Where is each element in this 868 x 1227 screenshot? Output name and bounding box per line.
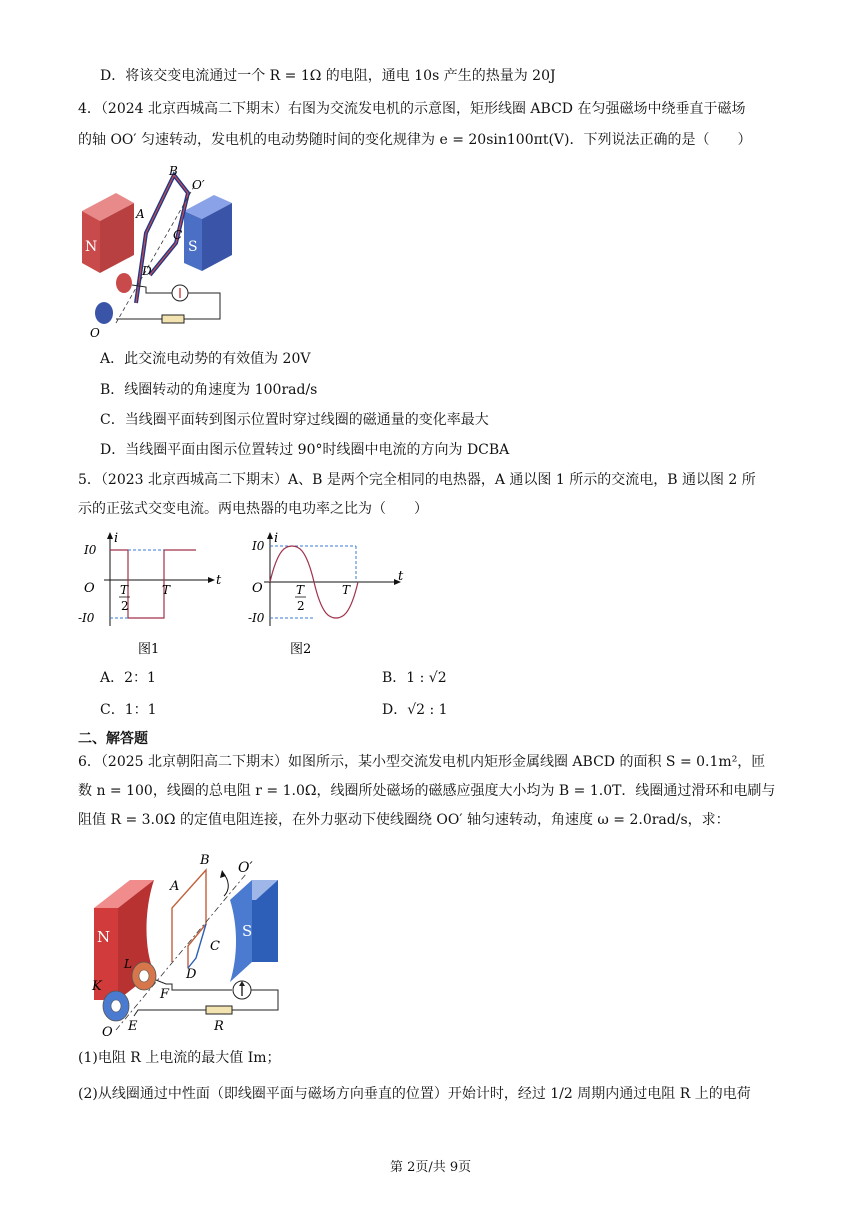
fig4-label-s: S bbox=[188, 239, 198, 255]
q5-option-c: C．1：1 bbox=[100, 702, 157, 718]
q5-stem-line2: 示的正弦式交变电流。两电热器的电功率之比为（ ） bbox=[78, 501, 428, 517]
q6-subquestion-2: (2)从线圈通过中性面（即线圈平面与磁场方向垂直的位置）开始计时，经过 1/2 周期内通过电阻 R 上的电荷 bbox=[78, 1086, 751, 1102]
fig2-t-half-num: T bbox=[296, 583, 305, 597]
q4-option-a: A．此交流电动势的有效值为 20V bbox=[100, 351, 311, 367]
fig6-label-l: L bbox=[124, 957, 132, 971]
q5-option-b: B．1 : √2 bbox=[382, 670, 447, 686]
q4-generator-figure bbox=[76, 163, 236, 343]
fig1-i: i bbox=[114, 531, 119, 546]
q4-option-d: D．当线圈平面由图示位置转过 90°时线圈中电流的方向为 DCBA bbox=[100, 442, 510, 458]
fig6-label-r: R bbox=[214, 1019, 224, 1034]
fig1-neg-i0: -I0 bbox=[78, 611, 95, 625]
q6-subquestion-1: (1)电阻 R 上电流的最大值 Im； bbox=[78, 1050, 281, 1066]
q5-option-d: D．√2 : 1 bbox=[382, 702, 448, 718]
fig6-label-k: K bbox=[92, 979, 102, 994]
fig6-label-a: A bbox=[170, 879, 180, 894]
fig6-label-d: D bbox=[186, 967, 197, 982]
fig4-label-o2: O′ bbox=[192, 178, 205, 192]
q6-stem-line1: 6．（2025 北京朝阳高二下期末）如图所示，某小型交流发电机内矩形金属线圈 ABCD 的面积 S = 0.1m²，匝 bbox=[78, 754, 766, 770]
page-footer: 第 2页/共 9页 bbox=[390, 1160, 472, 1175]
fig2-t: t bbox=[398, 569, 404, 584]
fig2-i0: I0 bbox=[252, 539, 265, 553]
fig6-label-e: E bbox=[128, 1019, 138, 1034]
q5-stem-line1: 5．（2023 北京西城高二下期末）A、B 是两个完全相同的电热器，A 通以图 1 所示的交流电，B 通以图 2 所 bbox=[78, 472, 756, 488]
q4-option-b: B．线圈转动的角速度为 100rad/s bbox=[100, 382, 318, 398]
fig1-t-label: T bbox=[162, 583, 171, 597]
fig1-origin: O bbox=[84, 581, 95, 596]
fig2-sine-wave bbox=[246, 530, 406, 660]
fig2-neg-i0: -I0 bbox=[248, 611, 265, 625]
fig2-t-label: T bbox=[342, 583, 351, 597]
fig4-label-d: D bbox=[142, 264, 152, 278]
fig2-i: i bbox=[274, 531, 279, 546]
fig4-label-b: B bbox=[169, 164, 178, 178]
q6-stem-line2: 数 n = 100，线圈的总电阻 r = 1.0Ω，线圈所处磁场的磁感应强度大小均为 B = 1.0T．线圈通过滑环和电刷与 bbox=[78, 783, 776, 799]
fig1-square-wave bbox=[76, 530, 226, 660]
fig2-origin: O bbox=[252, 581, 263, 596]
section-heading: 二、解答题 bbox=[78, 731, 148, 747]
fig6-label-s: S bbox=[242, 922, 253, 940]
fig4-label-a: A bbox=[136, 207, 145, 221]
q5-option-a: A．2：1 bbox=[100, 670, 156, 686]
fig6-label-o2: O′ bbox=[238, 860, 253, 876]
fig1-t-half-num: T bbox=[120, 583, 129, 597]
fig6-label-n: N bbox=[97, 928, 111, 946]
q3-option-d: D．将该交变电流通过一个 R = 1Ω 的电阻，通电 10s 产生的热量为 20J bbox=[100, 68, 556, 84]
fig2-t-half-den: 2 bbox=[297, 599, 305, 613]
fig1-t: t bbox=[216, 573, 222, 588]
q6-stem-line3: 阻值 R = 3.0Ω 的定值电阻连接，在外力驱动下使线圈绕 OO′ 轴匀速转动，角速度 ω = 2.0rad/s，求： bbox=[78, 812, 730, 828]
fig1-caption: 图1 bbox=[138, 642, 160, 657]
q4-stem-line2: 的轴 OO′ 匀速转动，发电机的电动势随时间的变化规律为 e = 20sin100πt(V)．下列说法正确的是（ ） bbox=[78, 132, 752, 148]
fig2-caption: 图2 bbox=[290, 642, 312, 657]
fig6-label-o: O bbox=[102, 1025, 113, 1040]
fig1-i0: I0 bbox=[84, 543, 97, 557]
fig4-label-o: O bbox=[90, 326, 100, 340]
fig6-label-c: C bbox=[210, 939, 220, 954]
q4-stem-line1: 4．（2024 北京西城高二下期末）右图为交流发电机的示意图，矩形线圈 ABCD 在匀强磁场中绕垂直于磁场 bbox=[78, 101, 746, 117]
q6-generator-figure bbox=[86, 850, 296, 1040]
q4-option-c: C．当线圈平面转到图示位置时穿过线圈的磁通量的变化率最大 bbox=[100, 412, 489, 428]
fig6-label-b: B bbox=[200, 853, 210, 868]
fig4-label-c: C bbox=[173, 228, 183, 242]
fig1-t-half-den: 2 bbox=[121, 599, 129, 613]
fig6-label-f: F bbox=[160, 987, 170, 1002]
fig4-label-n: N bbox=[85, 239, 98, 255]
